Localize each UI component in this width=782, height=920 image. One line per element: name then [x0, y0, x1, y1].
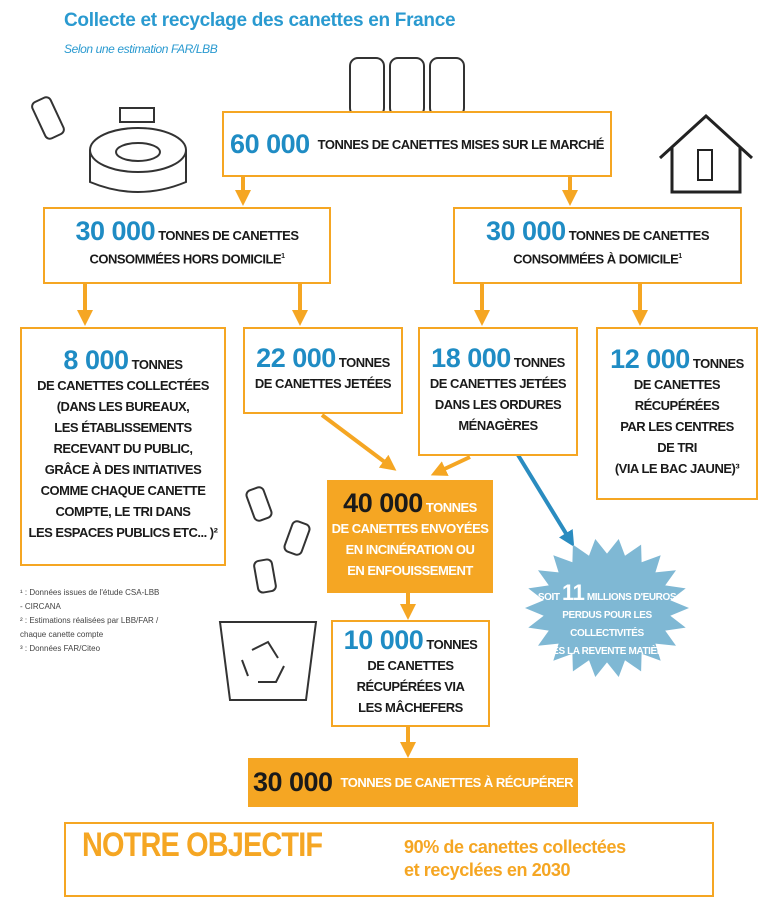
- box-line: GRÂCE À DES INITIATIVES: [44, 462, 202, 477]
- box-line: DANS LES ORDURES: [434, 396, 562, 412]
- sorting-centres-box: [596, 327, 758, 500]
- box-number: 10 000: [343, 624, 424, 655]
- domicile-number: 30 000: [486, 216, 566, 247]
- hors-number: 30 000: [75, 216, 156, 247]
- footnote: ¹ : Données issues de l'étude CSA-LBB: [20, 588, 160, 597]
- box-unit: TONNES: [426, 636, 478, 652]
- domicile-text: TONNES DE CANETTES: [568, 228, 709, 244]
- box-line: EN INCINÉRATION OU: [345, 541, 475, 557]
- footnote: ³ : Données FAR/Citeo: [20, 644, 101, 653]
- box-unit: TONNES: [692, 355, 744, 371]
- arrow: [438, 457, 470, 472]
- box-number: 18 000: [431, 342, 511, 373]
- house-icon: [660, 116, 752, 192]
- footnote: ² : Estimations réalisées par LBB/FAR /: [20, 616, 159, 625]
- market-text: TONNES DE CANETTES MISES SUR LE MARCHÉ: [317, 136, 604, 152]
- domicile-text: CONSOMMÉES À DOMICILE: [513, 251, 679, 267]
- recover-number: 30 000: [252, 767, 333, 797]
- box-line: DE CANETTES: [367, 657, 454, 673]
- box-line: RÉCUPÉRÉES: [634, 397, 720, 413]
- box-line: LES ESPACES PUBLICS ETC... )²: [28, 525, 218, 540]
- thrown-box: [243, 327, 403, 414]
- burst-line: LIÉS LA REVENTE MATIÈRE: [544, 646, 670, 657]
- box-line: RÉCUPÉRÉES VIA: [356, 678, 465, 694]
- box-unit: TONNES: [425, 499, 477, 515]
- box-line: DE CANETTES ENVOYÉES: [331, 520, 489, 536]
- box-line: EN ENFOUISSEMENT: [347, 562, 473, 578]
- box-number: 12 000: [610, 343, 690, 374]
- page-subtitle: Selon une estimation FAR/LBB: [64, 42, 218, 56]
- burst-pre: SOIT: [537, 592, 560, 603]
- burst-text: [532, 580, 682, 661]
- box-line: MÉNAGÈRES: [458, 417, 538, 433]
- market-box: [222, 111, 612, 177]
- cans-icon: [350, 58, 464, 116]
- box-line: DE CANETTES: [633, 376, 721, 392]
- footnote: - CIRCANA: [20, 602, 61, 611]
- falling-cans-icon: [245, 486, 311, 593]
- recycle-bin-icon: [220, 622, 316, 700]
- box-line: LES ÉTABLISSEMENTS: [54, 420, 192, 435]
- box-line: (DANS LES BUREAUX,: [56, 399, 190, 414]
- stadium-icon: [90, 108, 186, 192]
- burst-number: 11: [561, 580, 585, 605]
- collected-box: [20, 327, 226, 566]
- footnote-ref: 1: [281, 253, 285, 261]
- incineration-box: [327, 480, 493, 593]
- page-title: Collecte et recyclage des canettes en France: [64, 10, 456, 31]
- footnote: chaque canette compte: [20, 630, 104, 639]
- box-line: COMME CHAQUE CANETTE: [40, 483, 206, 498]
- box-unit: TONNES: [338, 354, 390, 370]
- box-line: PAR LES CENTRES: [620, 418, 734, 434]
- footnote-ref: 1: [678, 253, 682, 261]
- box-line: DE CANETTES JETÉES: [429, 375, 567, 391]
- box-line: DE CANETTES JETÉES: [254, 375, 392, 391]
- hors-text: CONSOMMÉES HORS DOMICILE: [89, 251, 282, 267]
- box-line: (VIA LE BAC JAUNE)³: [614, 460, 740, 476]
- market-number: 60 000: [230, 128, 310, 159]
- recover-text: TONNES DE CANETTES À RÉCUPÉRER: [340, 775, 574, 790]
- objective-line: et recyclées en 2030: [404, 860, 571, 880]
- box-number: 40 000: [343, 487, 423, 518]
- burst-post: MILLIONS D'EUROS: [586, 592, 677, 603]
- blue-arrow: [518, 455, 570, 540]
- burst-line: PERDUS POUR LES COLLECTIVITÉS: [562, 610, 652, 639]
- box-unit: TONNES: [131, 357, 183, 372]
- household-waste-box: [418, 327, 578, 456]
- domicile-box: [453, 207, 742, 284]
- box-line: COMPTE, LE TRI DANS: [55, 504, 191, 519]
- can-icon: [30, 96, 65, 141]
- box-number: 8 000: [63, 345, 129, 375]
- to-recover-box: [248, 758, 578, 807]
- hors-text: TONNES DE CANETTES: [158, 228, 299, 244]
- arrow: [322, 415, 390, 466]
- objective-text: [404, 836, 626, 882]
- box-line: DE TRI: [657, 439, 697, 455]
- box-line: RECEVANT DU PUBLIC,: [53, 441, 193, 456]
- box-unit: TONNES: [513, 354, 565, 370]
- box-number: 22 000: [256, 342, 336, 373]
- objective-label: NOTRE OBJECTIF: [82, 826, 323, 864]
- box-line: DE CANETTES COLLECTÉES: [37, 378, 209, 393]
- box-line: LES MÂCHEFERS: [358, 699, 463, 715]
- bottom-ash-box: [331, 620, 490, 727]
- hors-domicile-box: [43, 207, 331, 284]
- objective-line: 90% de canettes collectées: [404, 837, 626, 857]
- footnotes: [20, 586, 180, 656]
